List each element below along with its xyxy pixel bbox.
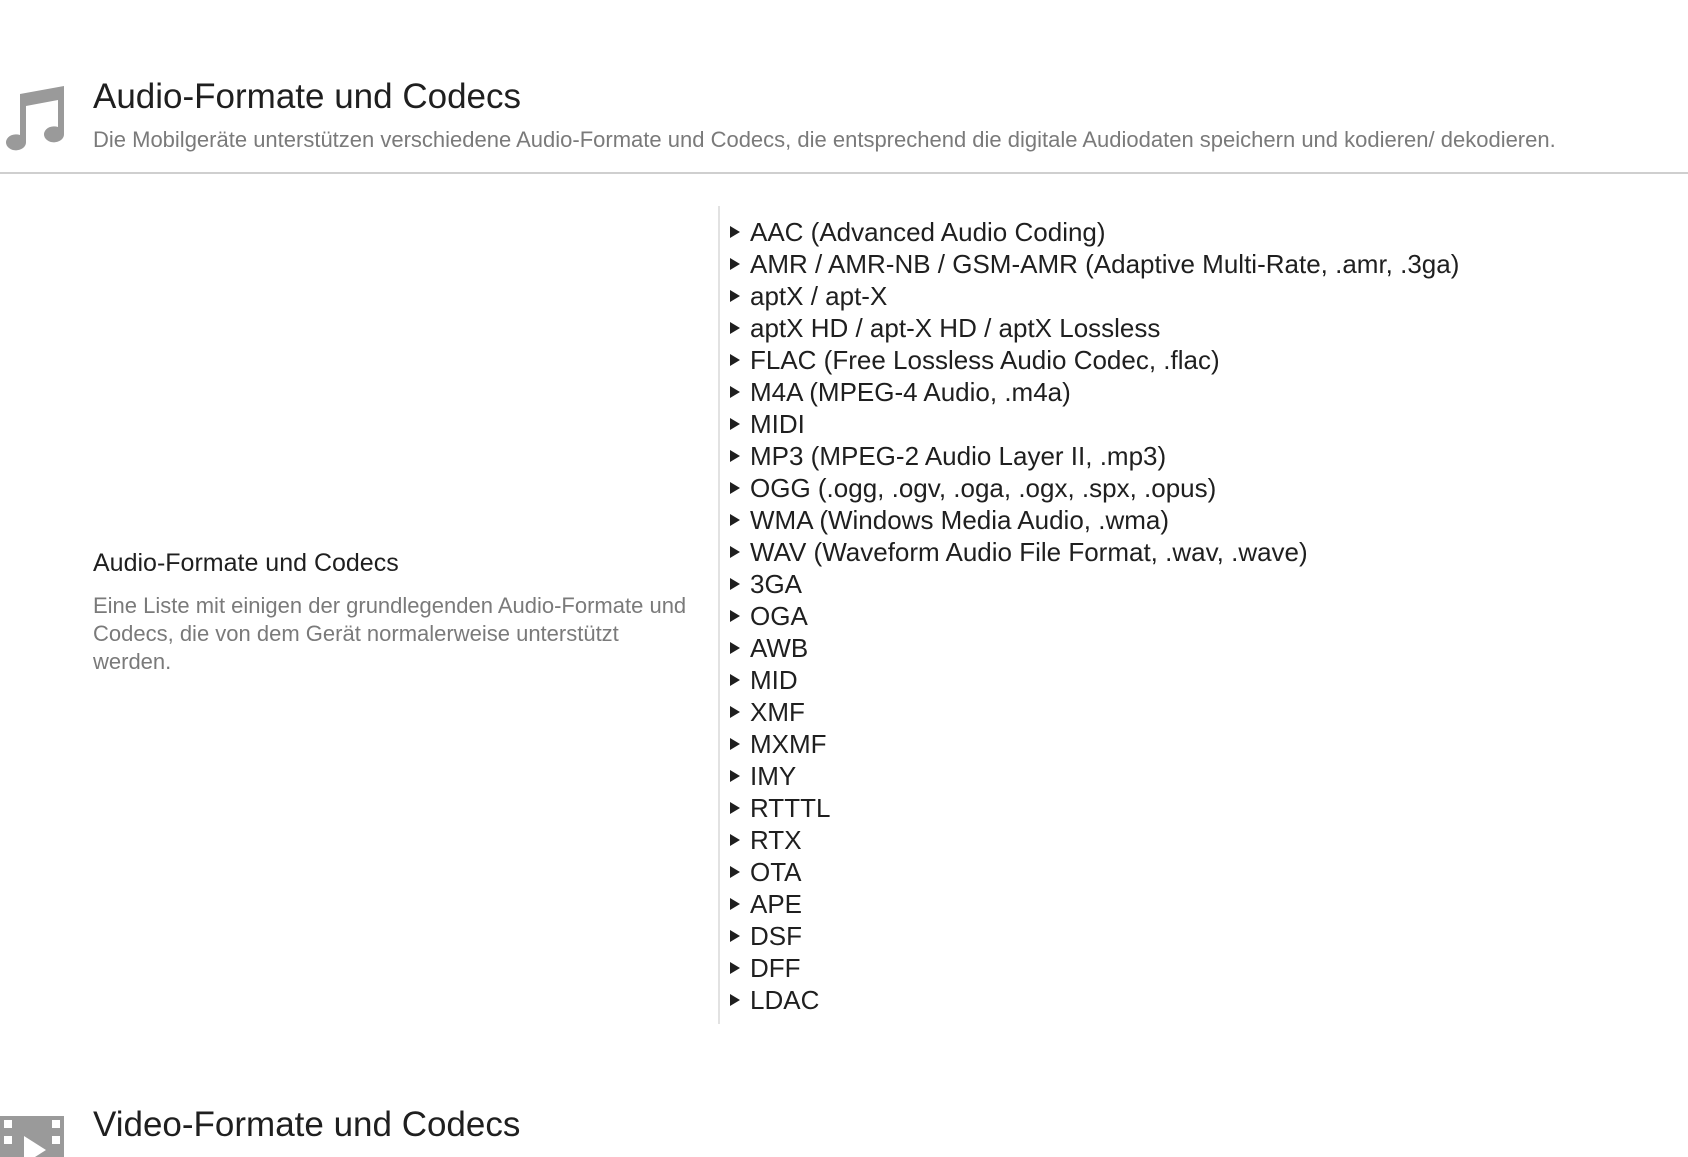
list-item <box>730 632 1459 664</box>
triangle-bullet-icon <box>730 866 740 878</box>
film-play-icon <box>0 1112 68 1157</box>
format-label: OTA <box>750 856 802 887</box>
list-item <box>730 984 1459 1016</box>
triangle-bullet-icon <box>730 738 740 750</box>
format-label: aptX / apt-X <box>750 280 888 311</box>
triangle-bullet-icon <box>730 258 740 270</box>
list-item <box>730 728 1459 760</box>
triangle-bullet-icon <box>730 898 740 910</box>
triangle-bullet-icon <box>730 610 740 622</box>
format-label: DFF <box>750 952 801 983</box>
triangle-bullet-icon <box>730 802 740 814</box>
triangle-bullet-icon <box>730 674 740 686</box>
list-item <box>730 504 1459 536</box>
triangle-bullet-icon <box>730 642 740 654</box>
list-item <box>730 248 1459 280</box>
property-description: Eine Liste mit einigen der grundlegenden Audio-Formate und Codecs, die von dem Gerät normalerweise unterstützt werden. <box>93 593 687 674</box>
format-label: AWB <box>750 632 809 663</box>
list-item <box>730 216 1459 248</box>
triangle-bullet-icon <box>730 578 740 590</box>
format-label: MXMF <box>750 728 827 759</box>
triangle-bullet-icon <box>730 418 740 430</box>
format-label: MID <box>750 664 798 695</box>
list-item <box>730 920 1459 952</box>
format-label: MP3 (MPEG-2 Audio Layer II, .mp3) <box>750 440 1167 471</box>
format-label: AMR / AMR-NB / GSM-AMR (Adaptive Multi-Rate, .amr, .3ga) <box>750 248 1460 279</box>
property-label-column <box>93 546 693 676</box>
list-item <box>730 696 1459 728</box>
property-title: Audio-Formate und Codecs <box>93 549 399 577</box>
triangle-bullet-icon <box>730 770 740 782</box>
triangle-bullet-icon <box>730 386 740 398</box>
format-label: OGG (.ogg, .ogv, .oga, .ogx, .spx, .opus) <box>750 472 1217 503</box>
triangle-bullet-icon <box>730 482 740 494</box>
triangle-bullet-icon <box>730 994 740 1006</box>
page-title: Audio-Formate und Codecs <box>93 77 521 116</box>
format-label: WAV (Waveform Audio File Format, .wav, .wave) <box>750 536 1308 567</box>
triangle-bullet-icon <box>730 354 740 366</box>
list-item <box>730 376 1459 408</box>
list-item <box>730 568 1459 600</box>
list-item <box>730 472 1459 504</box>
list-item <box>730 952 1459 984</box>
format-label: WMA (Windows Media Audio, .wma) <box>750 504 1170 535</box>
format-label: IMY <box>750 760 797 791</box>
column-divider <box>718 206 720 1024</box>
format-label: OGA <box>750 600 808 631</box>
list-item <box>730 440 1459 472</box>
list-item <box>730 408 1459 440</box>
list-item <box>730 664 1459 696</box>
format-label: M4A (MPEG-4 Audio, .m4a) <box>750 376 1071 407</box>
list-item <box>730 824 1459 856</box>
list-item <box>730 280 1459 312</box>
list-item <box>730 792 1459 824</box>
format-label: FLAC (Free Lossless Audio Codec, .flac) <box>750 344 1220 375</box>
list-item <box>730 344 1459 376</box>
triangle-bullet-icon <box>730 546 740 558</box>
triangle-bullet-icon <box>730 706 740 718</box>
triangle-bullet-icon <box>730 930 740 942</box>
format-label: XMF <box>750 696 805 727</box>
format-label: MIDI <box>750 408 805 439</box>
format-label: 3GA <box>750 568 803 599</box>
format-label: RTTTL <box>750 792 831 823</box>
list-item <box>730 312 1459 344</box>
format-label: RTX <box>750 824 802 855</box>
format-label: APE <box>750 888 803 919</box>
section-divider <box>0 172 1688 174</box>
music-note-icon <box>0 82 68 154</box>
video-section-title: Video-Formate und Codecs <box>93 1105 521 1144</box>
list-item <box>730 856 1459 888</box>
triangle-bullet-icon <box>730 962 740 974</box>
triangle-bullet-icon <box>730 322 740 334</box>
list-item <box>730 760 1459 792</box>
triangle-bullet-icon <box>730 514 740 526</box>
format-label: LDAC <box>750 984 820 1015</box>
list-item <box>730 888 1459 920</box>
format-label: AAC (Advanced Audio Coding) <box>750 216 1106 247</box>
section-subtitle: Die Mobilgeräte unterstützen verschiedene Audio-Formate und Codecs, die entsprechend die digitale Audiodaten speichern und kodieren/ dekodieren. <box>93 127 1556 152</box>
triangle-bullet-icon <box>730 834 740 846</box>
triangle-bullet-icon <box>730 450 740 462</box>
format-label: DSF <box>750 920 802 951</box>
triangle-bullet-icon <box>730 290 740 302</box>
format-label: aptX HD / apt-X HD / aptX Lossless <box>750 312 1161 343</box>
audio-format-list <box>730 216 1459 1016</box>
list-item <box>730 536 1459 568</box>
triangle-bullet-icon <box>730 226 740 238</box>
list-item <box>730 600 1459 632</box>
